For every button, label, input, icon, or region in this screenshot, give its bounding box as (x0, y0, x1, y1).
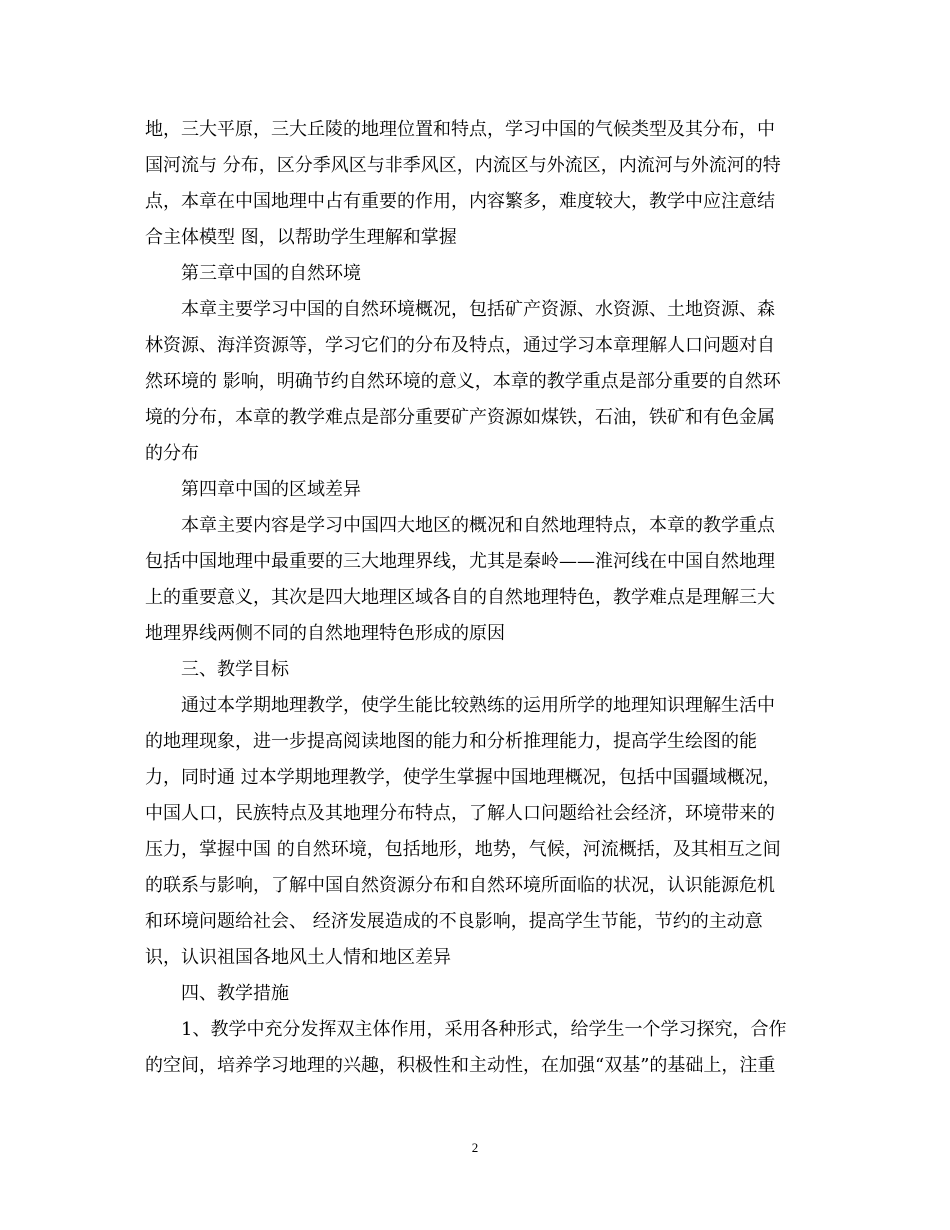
text-line: 点，本章在中国地理中占有重要的作用，内容繁多，难度较大，教学中应注意结 (145, 191, 775, 212)
section-heading: 四、教学措施 (181, 983, 289, 1004)
page-number: 2 (471, 1140, 479, 1155)
text-line: 的联系与影响，了解中国自然资源分布和自然环境所面临的状况，认识能源危机 (145, 875, 775, 896)
text-line: 包括中国地理中最重要的三大地理界线，尤其是秦岭——淮河线在中国自然地理 (145, 551, 775, 572)
text-line: 中国人口，民族特点及其地理分布特点，了解人口问题给社会经济，环境带来的 (145, 803, 775, 824)
text-line: 本章主要内容是学习中国四大地区的概况和自然地理特点，本章的教学重点 (181, 515, 775, 536)
text-line: 识，认识祖国各地风土人情和地区差异 (145, 947, 451, 968)
text-line: 然环境的 影响，明确节约自然环境的意义，本章的教学重点是部分重要的自然环 (145, 371, 781, 392)
text-line: 国河流与 分布，区分季风区与非季风区，内流区与外流区，内流河与外流河的特 (145, 155, 781, 176)
section-heading: 第三章中国的自然环境 (181, 263, 361, 284)
text-line: 的空间，培养学习地理的兴趣，积极性和主动性，在加强“双基”的基础上，注重 (145, 1055, 776, 1076)
section-heading: 第四章中国的区域差异 (181, 479, 361, 500)
text-line: 1、教学中充分发挥双主体作用，采用各种形式，给学生一个学习探究，合作 (181, 1019, 787, 1040)
section-heading: 三、教学目标 (181, 659, 289, 680)
text-line: 的分布 (145, 443, 199, 464)
text-line: 地理界线两侧不同的自然地理特色形成的原因 (145, 623, 505, 644)
text-line: 合主体模型 图，以帮助学生理解和掌握 (145, 227, 457, 248)
text-line: 地，三大平原，三大丘陵的地理位置和特点，学习中国的气候类型及其分布，中 (145, 119, 775, 140)
text-line: 本章主要学习中国的自然环境概况，包括矿产资源、水资源、土地资源、森 (181, 299, 775, 320)
text-line: 和环境问题给社会、 经济发展造成的不良影响，提高学生节能，节约的主动意 (145, 911, 763, 932)
text-line: 力，同时通 过本学期地理教学，使学生掌握中国地理概况，包括中国疆域概况， (145, 767, 781, 788)
text-line: 境的分布，本章的教学难点是部分重要矿产资源如煤铁，石油，铁矿和有色金属 (145, 407, 775, 428)
text-line: 林资源、海洋资源等，学习它们的分布及特点，通过学习本章理解人口问题对自 (145, 335, 775, 356)
text-line: 通过本学期地理教学，使学生能比较熟练的运用所学的地理知识理解生活中 (181, 695, 775, 716)
text-line: 的地理现象，进一步提高阅读地图的能力和分析推理能力，提高学生绘图的能 (145, 731, 757, 752)
text-line: 上的重要意义，其次是四大地理区域各自的自然地理特色，教学难点是理解三大 (145, 587, 775, 608)
text-line: 压力，掌握中国 的自然环境，包括地形，地势，气候，河流概括，及其相互之间 (145, 839, 781, 860)
